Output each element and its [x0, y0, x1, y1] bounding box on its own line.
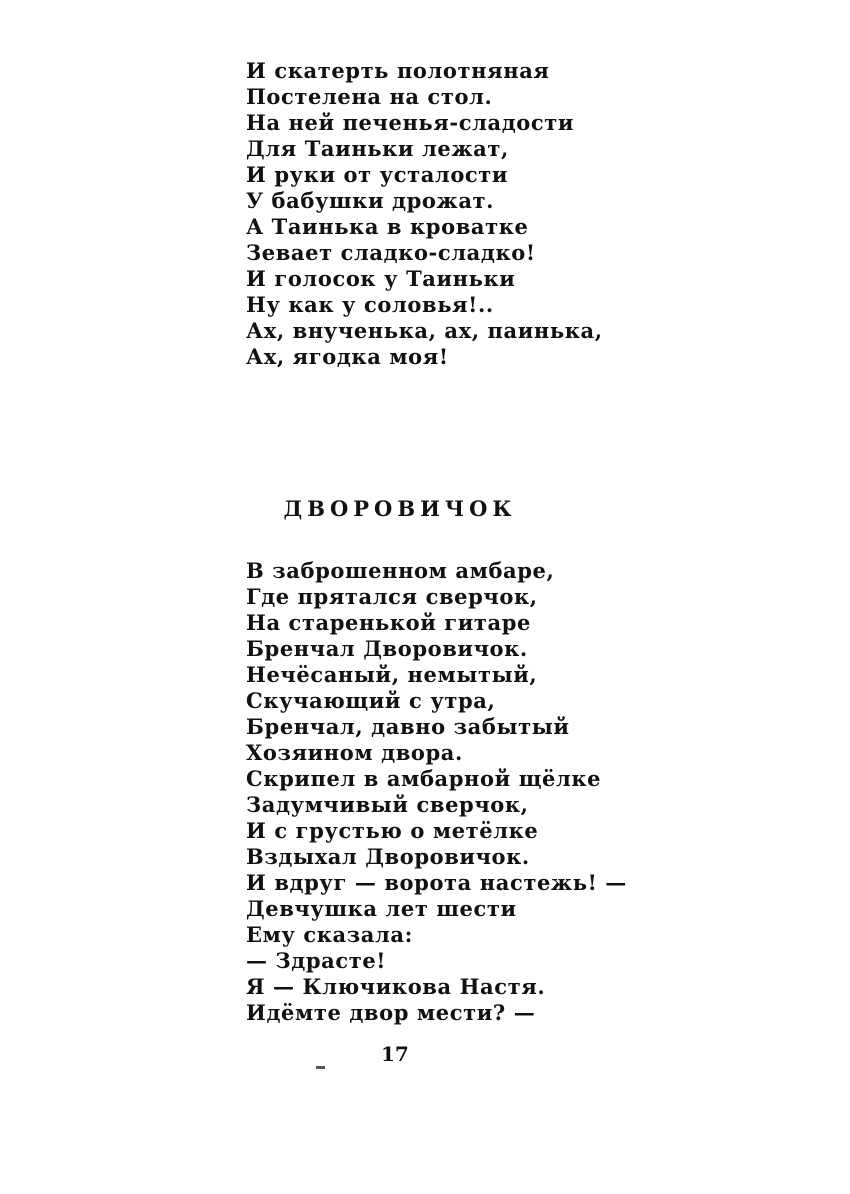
- poem-line: Девчушка лет шести: [246, 896, 517, 921]
- poem-line: Скучающий с утра,: [246, 688, 496, 713]
- poem-line: Задумчивый сверчок,: [246, 792, 529, 817]
- poem-line: Ах, ягодка моя!: [246, 344, 449, 369]
- poem-line: Нечёсаный, немытый,: [246, 662, 538, 687]
- poem-line: А Таинька в кроватке: [246, 214, 529, 239]
- poem-line: Я — Ключикова Настя.: [246, 974, 546, 999]
- poem-line: Вздыхал Дворовичок.: [246, 844, 530, 869]
- poem-line: Для Таиньки лежат,: [246, 136, 509, 161]
- poem-line: Хозяином двора.: [246, 740, 463, 765]
- poem-line: Бренчал, давно забытый: [246, 714, 570, 739]
- poem-line: И вдруг — ворота настежь! —: [246, 870, 627, 895]
- poem-line: И голосок у Таиньки: [246, 266, 516, 291]
- poem-line: На старенькой гитаре: [246, 610, 531, 635]
- poem-line: В заброшенном амбаре,: [246, 558, 555, 583]
- poem-line: На ней печенья-сладости: [246, 110, 575, 135]
- poem-line: Зевает сладко-сладко!: [246, 240, 536, 265]
- poem-line: Ему сказала:: [246, 922, 413, 947]
- poem-title: ДВОРОВИЧОК: [283, 496, 517, 521]
- poem-line: Где прятался сверчок,: [246, 584, 538, 609]
- poem-line: Скрипел в амбарной щёлке: [246, 766, 602, 791]
- poem-line: Постелена на стол.: [246, 84, 493, 109]
- poem-line: Идёмте двор мести? —: [246, 1000, 536, 1025]
- poem-stanza-previous: [246, 58, 603, 370]
- poem-line: И руки от усталости: [246, 162, 509, 187]
- poem-line: И с грустью о метёлке: [246, 818, 539, 843]
- page-number: 17: [381, 1042, 409, 1066]
- poem-line: У бабушки дрожат.: [246, 188, 495, 213]
- poem-line: И скатерть полотняная: [246, 58, 550, 83]
- print-speck: [316, 1066, 325, 1069]
- poem-stanza-main: [246, 558, 627, 1026]
- poem-line: — Здрасте!: [246, 948, 387, 973]
- poem-line: Ах, внученька, ах, паинька,: [246, 318, 603, 343]
- poem-line: Бренчал Дворовичок.: [246, 636, 528, 661]
- poem-line: Ну как у соловья!..: [246, 292, 494, 317]
